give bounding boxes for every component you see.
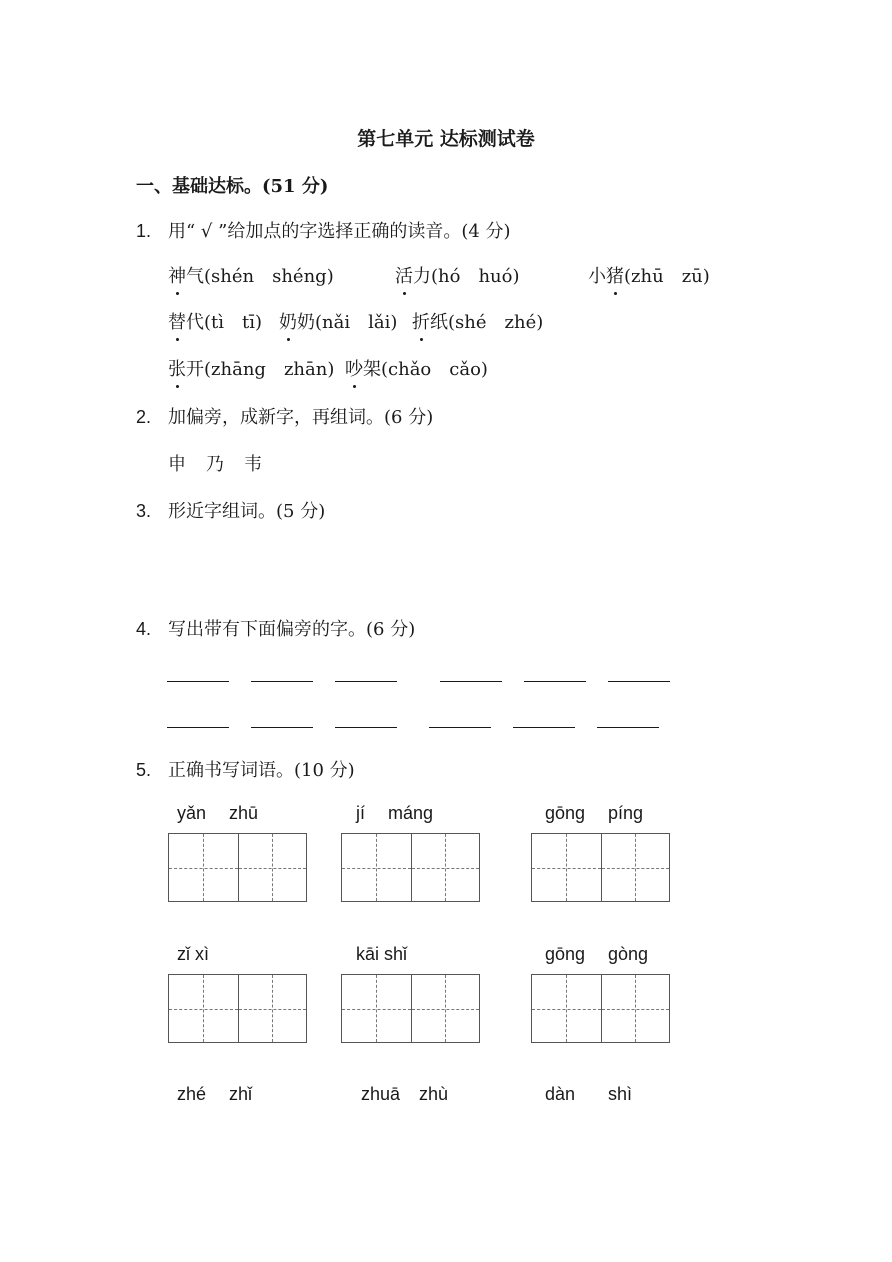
writing-grid[interactable] xyxy=(531,974,670,1043)
option-text: (zhū zū) xyxy=(624,266,710,287)
section-heading: 一、基础达标。(51 分) xyxy=(136,176,329,197)
pinyin-label: máng xyxy=(388,803,434,823)
pinyin-label: yǎn xyxy=(177,803,207,823)
answer-blank[interactable] xyxy=(440,681,502,682)
answer-blank[interactable] xyxy=(597,727,659,728)
page-title: 第七单元 达标测试卷 xyxy=(357,128,535,150)
radical-chars xyxy=(168,450,282,476)
base-char: 乃 xyxy=(206,454,224,475)
answer-blank[interactable] xyxy=(335,681,397,682)
pinyin-label: shì xyxy=(608,1084,633,1104)
question-prompt: 形近字组词。(5 分) xyxy=(168,501,326,522)
reading-option xyxy=(412,308,543,334)
answer-blank[interactable] xyxy=(167,727,229,728)
writing-grid[interactable] xyxy=(341,833,480,902)
pinyin-label: gōng xyxy=(545,803,586,823)
writing-grid[interactable] xyxy=(531,833,670,902)
option-text: 纸(shé zhé) xyxy=(430,312,544,333)
pinyin-label: kāi shǐ xyxy=(356,944,408,964)
pinyin-label: zhé xyxy=(177,1084,207,1104)
pinyin-label: zhǐ xyxy=(229,1084,253,1104)
pinyin-label: zhū xyxy=(229,803,259,823)
option-text: 代(tì tī) xyxy=(186,312,263,333)
question-2 xyxy=(136,403,433,429)
answer-blank[interactable] xyxy=(524,681,586,682)
answer-blank[interactable] xyxy=(167,681,229,682)
dotted-char: 吵 xyxy=(345,355,363,381)
reading-option xyxy=(345,355,488,381)
pinyin-label: jí xyxy=(356,803,365,823)
answer-blank[interactable] xyxy=(335,727,397,728)
dotted-char: 折 xyxy=(412,308,430,334)
dotted-char: 猪 xyxy=(606,262,624,288)
question-3 xyxy=(136,497,325,523)
writing-grid[interactable] xyxy=(341,974,480,1043)
answer-blank[interactable] xyxy=(251,681,313,682)
question-4 xyxy=(136,615,415,641)
option-text: 架(chǎo cǎo) xyxy=(363,359,488,380)
answer-blank[interactable] xyxy=(608,681,670,682)
reading-option xyxy=(168,308,262,334)
base-char: 申 xyxy=(168,454,186,475)
pinyin-label: dàn xyxy=(545,1084,576,1104)
pinyin-label: zǐ xì xyxy=(177,944,210,964)
question-number: 5. xyxy=(136,760,152,780)
question-number: 1. xyxy=(136,221,152,241)
dotted-char: 替 xyxy=(168,308,186,334)
option-text: 气(shén shéng) xyxy=(186,266,334,287)
option-text: 力(hó huó) xyxy=(413,266,520,287)
answer-blank[interactable] xyxy=(251,727,313,728)
question-prompt: 正确书写词语。(10 分) xyxy=(168,760,355,781)
question-5 xyxy=(136,756,355,782)
question-number: 2. xyxy=(136,407,152,427)
option-text: 开(zhāng zhān) xyxy=(186,359,335,380)
reading-option xyxy=(168,262,334,288)
pinyin-label: zhuā xyxy=(361,1084,401,1104)
question-1 xyxy=(136,217,511,243)
option-text: 奶(nǎi lǎi) xyxy=(297,312,398,333)
question-prompt: 加偏旁，成新字，再组词。(6 分) xyxy=(168,407,434,428)
dotted-char: 神 xyxy=(168,262,186,288)
reading-option xyxy=(168,355,334,381)
pinyin-label: gōng xyxy=(545,944,586,964)
pinyin-label: zhù xyxy=(419,1084,449,1104)
base-char: 韦 xyxy=(244,454,262,475)
writing-grid[interactable] xyxy=(168,974,307,1043)
dotted-char: 张 xyxy=(168,355,186,381)
reading-option xyxy=(395,262,520,288)
question-prompt: 写出带有下面偏旁的字。(6 分) xyxy=(168,619,416,640)
pinyin-label: gòng xyxy=(608,944,649,964)
question-number: 4. xyxy=(136,619,152,639)
answer-blank[interactable] xyxy=(513,727,575,728)
answer-blank[interactable] xyxy=(429,727,491,728)
dotted-char: 活 xyxy=(395,262,413,288)
option-prefix: 小 xyxy=(588,266,606,287)
writing-grid[interactable] xyxy=(168,833,307,902)
question-prompt: 用“ √ ”给加点的字选择正确的读音。(4 分) xyxy=(168,221,511,242)
reading-option xyxy=(279,308,397,334)
dotted-char: 奶 xyxy=(279,308,297,334)
question-number: 3. xyxy=(136,501,152,521)
pinyin-label: píng xyxy=(608,803,644,823)
reading-option xyxy=(588,262,710,288)
